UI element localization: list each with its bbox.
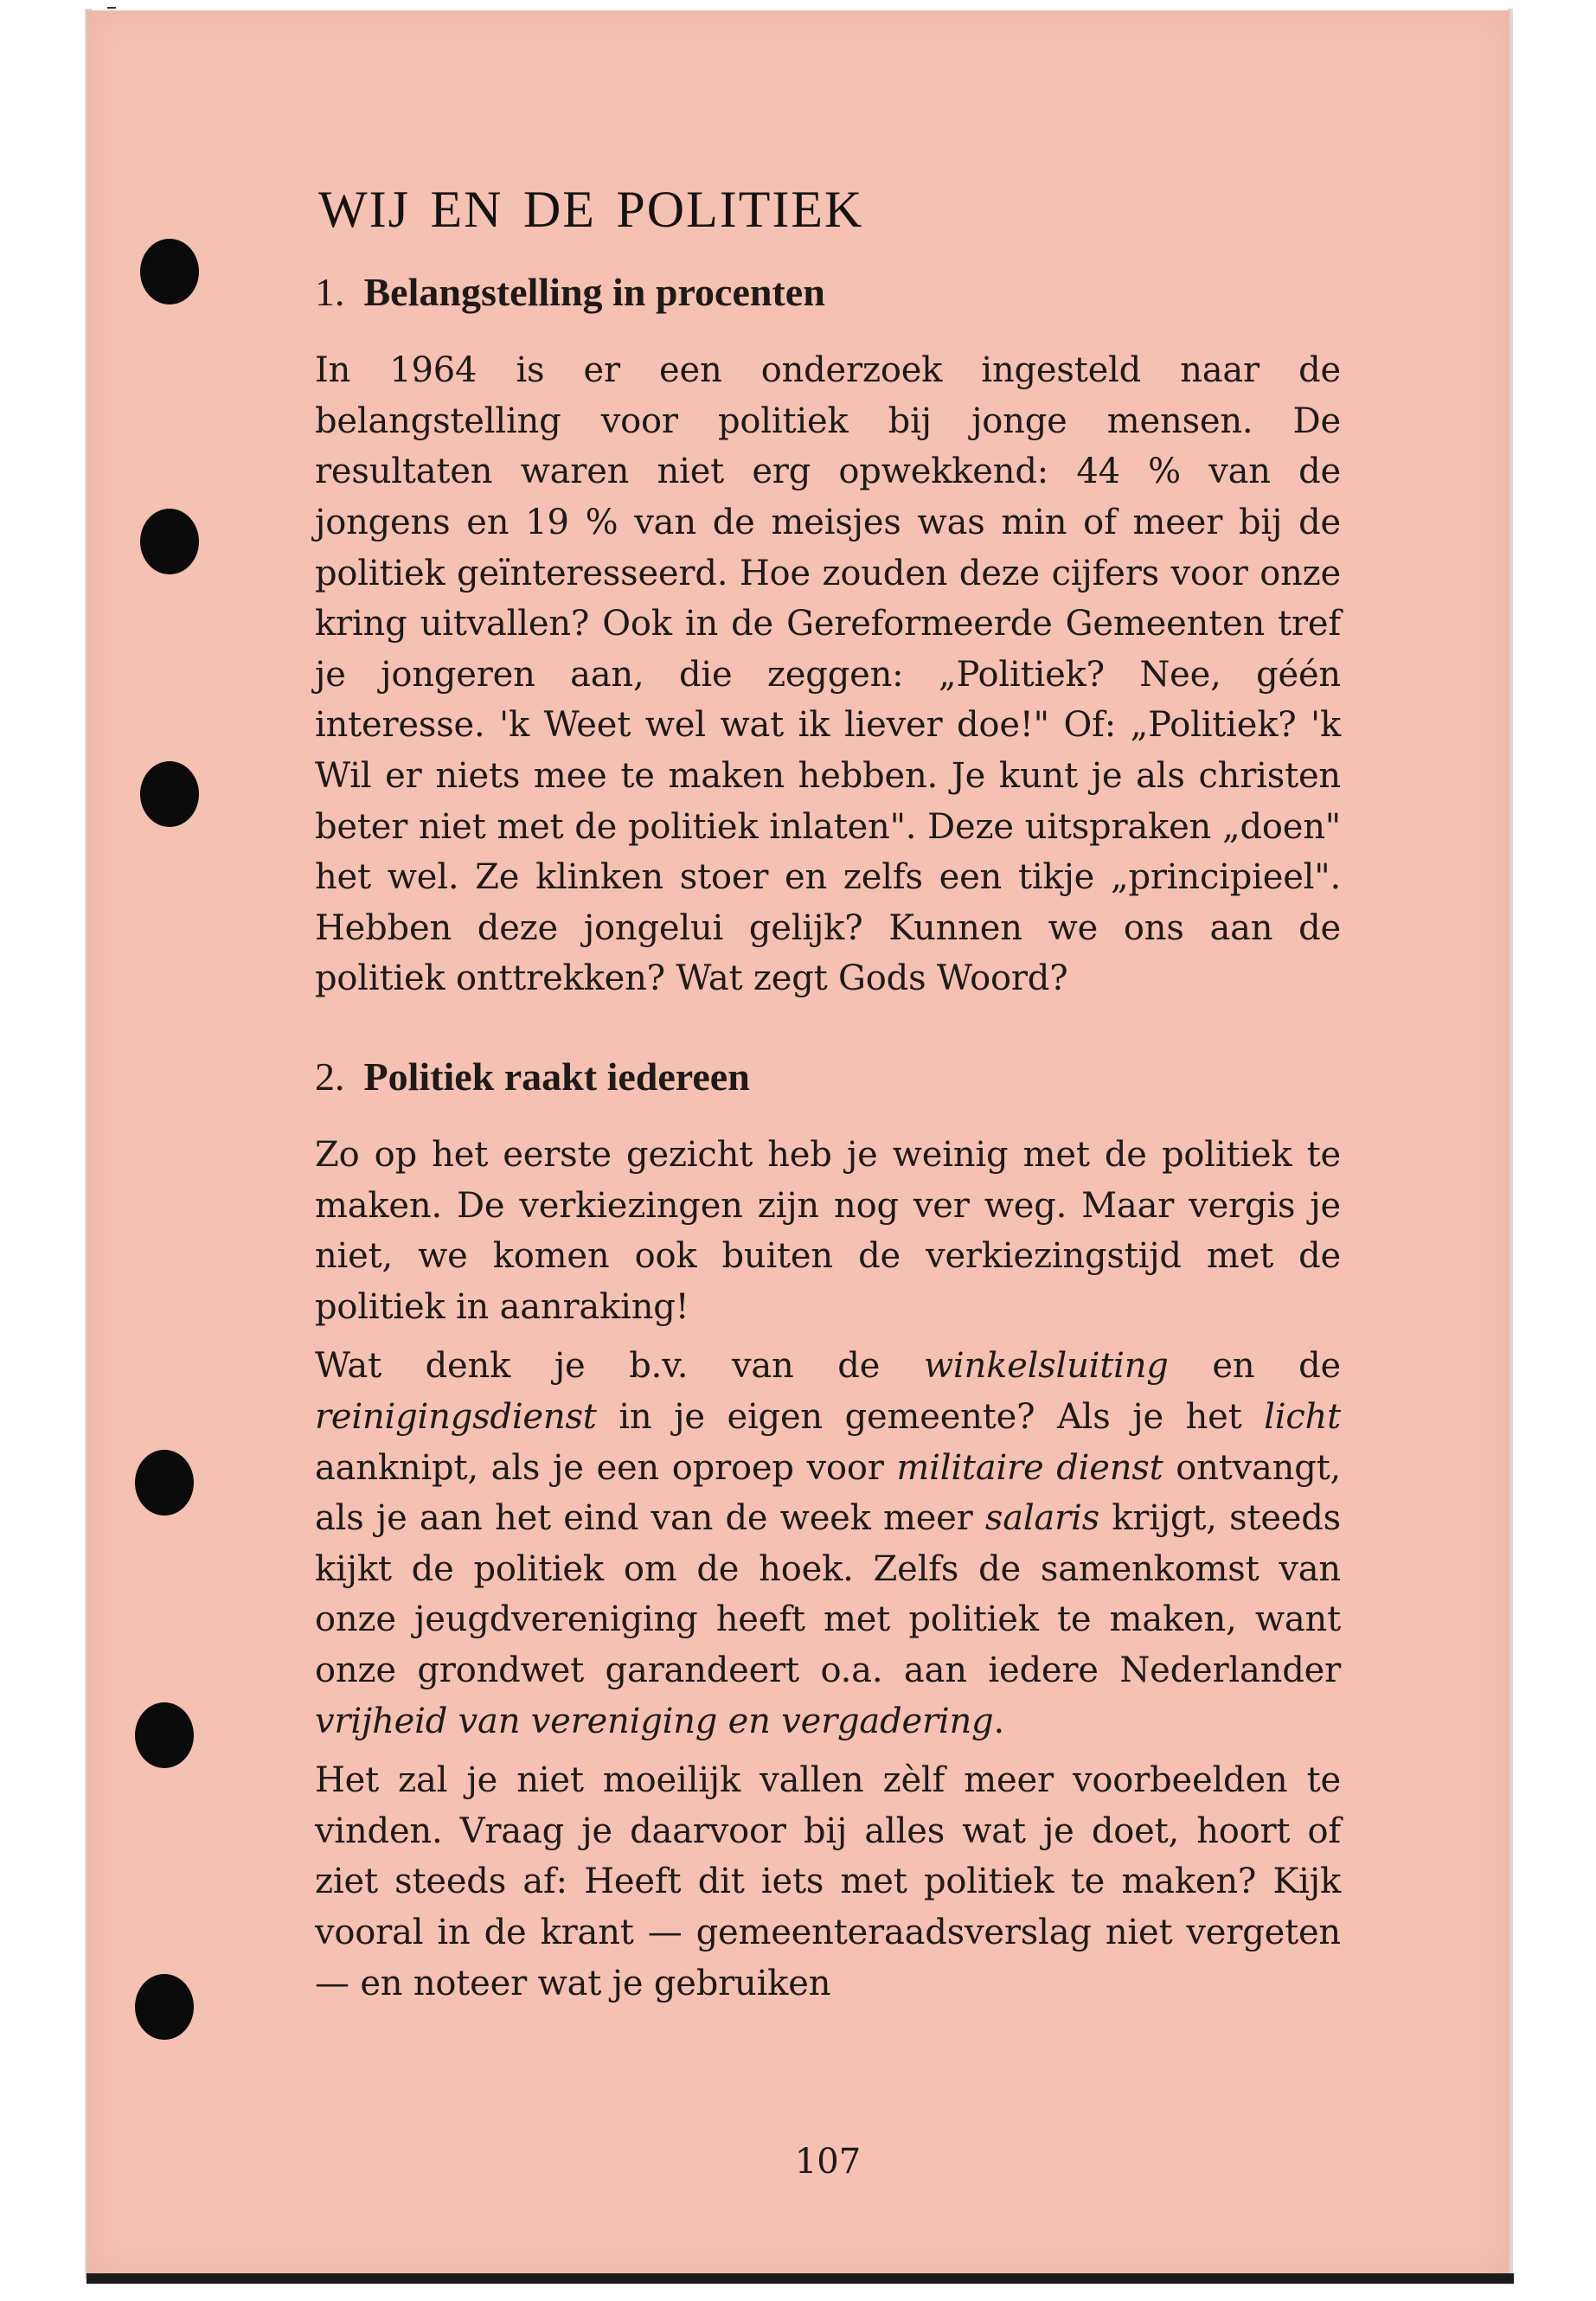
text-run: ontvangt, als je aan het eind van de week meer <box>315 1447 1341 1539</box>
section-1-title: Belangstelling in procenten <box>363 270 825 314</box>
text-run: en de <box>1168 1346 1341 1387</box>
punch-hole <box>140 509 199 574</box>
text-run: aanknipt, als je een oproep voor <box>315 1447 897 1488</box>
text-run: . <box>993 1701 1004 1741</box>
section-2-number: 2. <box>315 1054 345 1099</box>
text-run: in je eigen gemeente? Als je het <box>596 1397 1265 1438</box>
punch-hole <box>140 761 199 827</box>
section-1-paragraph: In 1964 is er een onderzoek ingesteld naar de belangstelling voor politiek bij jonge mensen. De resultaten waren niet erg opwekkend: 44 % van de jongens en 19 % van de meisjes was min of meer bij de politiek geïnteresseerd. Hoe zouden deze cijfers voor onze kring uitvallen? Ook in de Gereformeerde Gemeenten tref je jongeren aan, die zeggen: „Politiek? Nee, géén interesse. 'k Weet wel wat ik liever doe!" Of: „Politiek? 'k Wil er niets mee te maken hebben. Je kunt je als christen beter niet met de politiek inlaten". Deze uitspraken „doen" het wel. Ze klinken stoer en zelfs een tikje „principieel". Hebben deze jongelui gelijk? Kunnen we ons aan de politiek onttrekken? Wat zegt Gods Woord? <box>315 350 1341 999</box>
page-number: 107 <box>794 2142 862 2182</box>
punch-hole <box>135 1974 194 2040</box>
section-2-paragraph-1: Zo op het eerste gezicht heb je weinig met de politiek te maken. De verkiezingen zijn nog ver weg. Maar vergis je niet, we komen ook buiten de verkiezingstijd met de politiek in aanraking! <box>315 1135 1341 1327</box>
italic-term: licht <box>1264 1397 1341 1438</box>
italic-term: reinigingsdienst <box>315 1397 597 1438</box>
scan-mark <box>107 7 116 9</box>
italic-term: winkelsluiting <box>923 1346 1169 1387</box>
section-1-number: 1. <box>315 270 345 314</box>
section-2-title: Politiek raakt iedereen <box>363 1054 750 1099</box>
punch-hole <box>135 1702 194 1768</box>
italic-term: vrijheid van vereniging en vergadering <box>315 1701 994 1741</box>
page-bottom-edge <box>87 2273 1514 2284</box>
punch-hole <box>140 239 199 304</box>
footer <box>315 0 1341 2301</box>
text-run: krijgt, steeds kijkt de politiek om de hoek. Zelfs de samenkomst van onze jeugdvereniging heeft met politiek te maken, want onze grondwet garandeert o.a. aan iedere Nederlander <box>315 1498 1341 1691</box>
punch-hole <box>135 1450 194 1516</box>
chapter-title: wij en de politiek <box>318 160 864 243</box>
italic-term: militaire dienst <box>896 1447 1163 1488</box>
section-2-paragraph-3: Het zal je niet moeilijk vallen zèlf meer voorbeelden te vinden. Vraag je daarvoor bij alles wat je doet, hoort of ziet steeds af: Heeft dit iets met politiek te maken? Kijk vooral in de krant — gemeenteraadsverslag niet vergeten — en noteer wat je gebruiken <box>315 1760 1341 2003</box>
text-run: Wat denk je b.v. van de <box>315 1346 924 1387</box>
italic-term: salaris <box>984 1498 1099 1539</box>
